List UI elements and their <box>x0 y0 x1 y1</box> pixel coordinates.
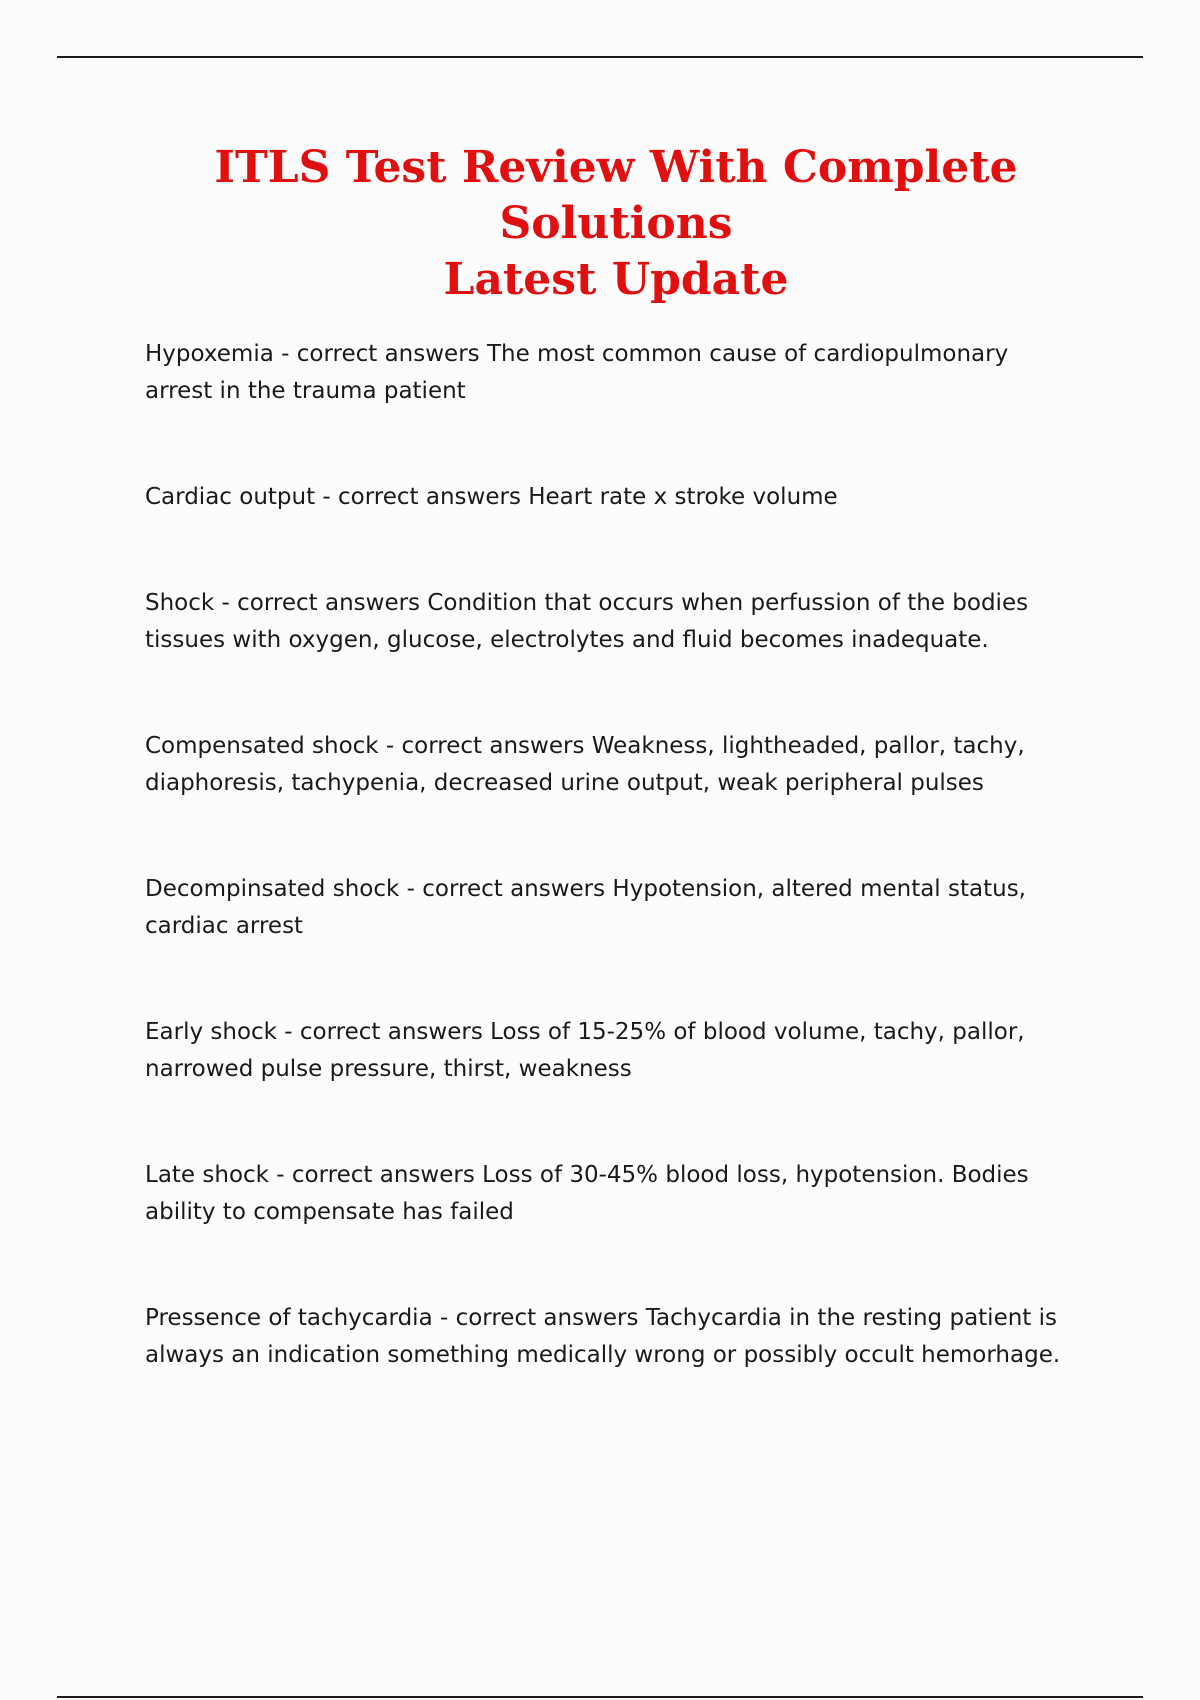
title-line-1: ITLS Test Review With Complete Solutions <box>214 142 1018 249</box>
qa-entry: Late shock - correct answers Loss of 30-45% blood loss, hypotension. Bodies ability to compensate has failed <box>145 1162 1029 1225</box>
qa-entry: Early shock - correct answers Loss of 15-25% of blood volume, tachy, pallor, narrowed pulse pressure, thirst, weakness <box>145 1019 1025 1082</box>
qa-entry: Cardiac output - correct answers Heart rate x stroke volume <box>145 484 838 510</box>
document-title <box>100 140 1132 308</box>
bottom-divider <box>57 1696 1143 1698</box>
qa-entry: Compensated shock - correct answers Weakness, lightheaded, pallor, tachy, diaphoresis, tachypenia, decreased urine output, weak peripheral pulses <box>145 733 1025 796</box>
qa-entry: Pressence of tachycardia - correct answers Tachycardia in the resting patient is always an indication something medically wrong or possibly occult hemorhage. <box>145 1305 1061 1368</box>
title-line-2: Latest Update <box>443 254 789 305</box>
top-divider <box>57 56 1143 58</box>
qa-entry: Hypoxemia - correct answers The most common cause of cardiopulmonary arrest in the trauma patient <box>145 341 1009 404</box>
qa-entries <box>145 336 1085 1443</box>
qa-entry: Decompinsated shock - correct answers Hypotension, altered mental status, cardiac arrest <box>145 876 1026 939</box>
qa-entry: Shock - correct answers Condition that occurs when perfussion of the bodies tissues with oxygen, glucose, electrolytes and fluid becomes inadequate. <box>145 590 1029 653</box>
